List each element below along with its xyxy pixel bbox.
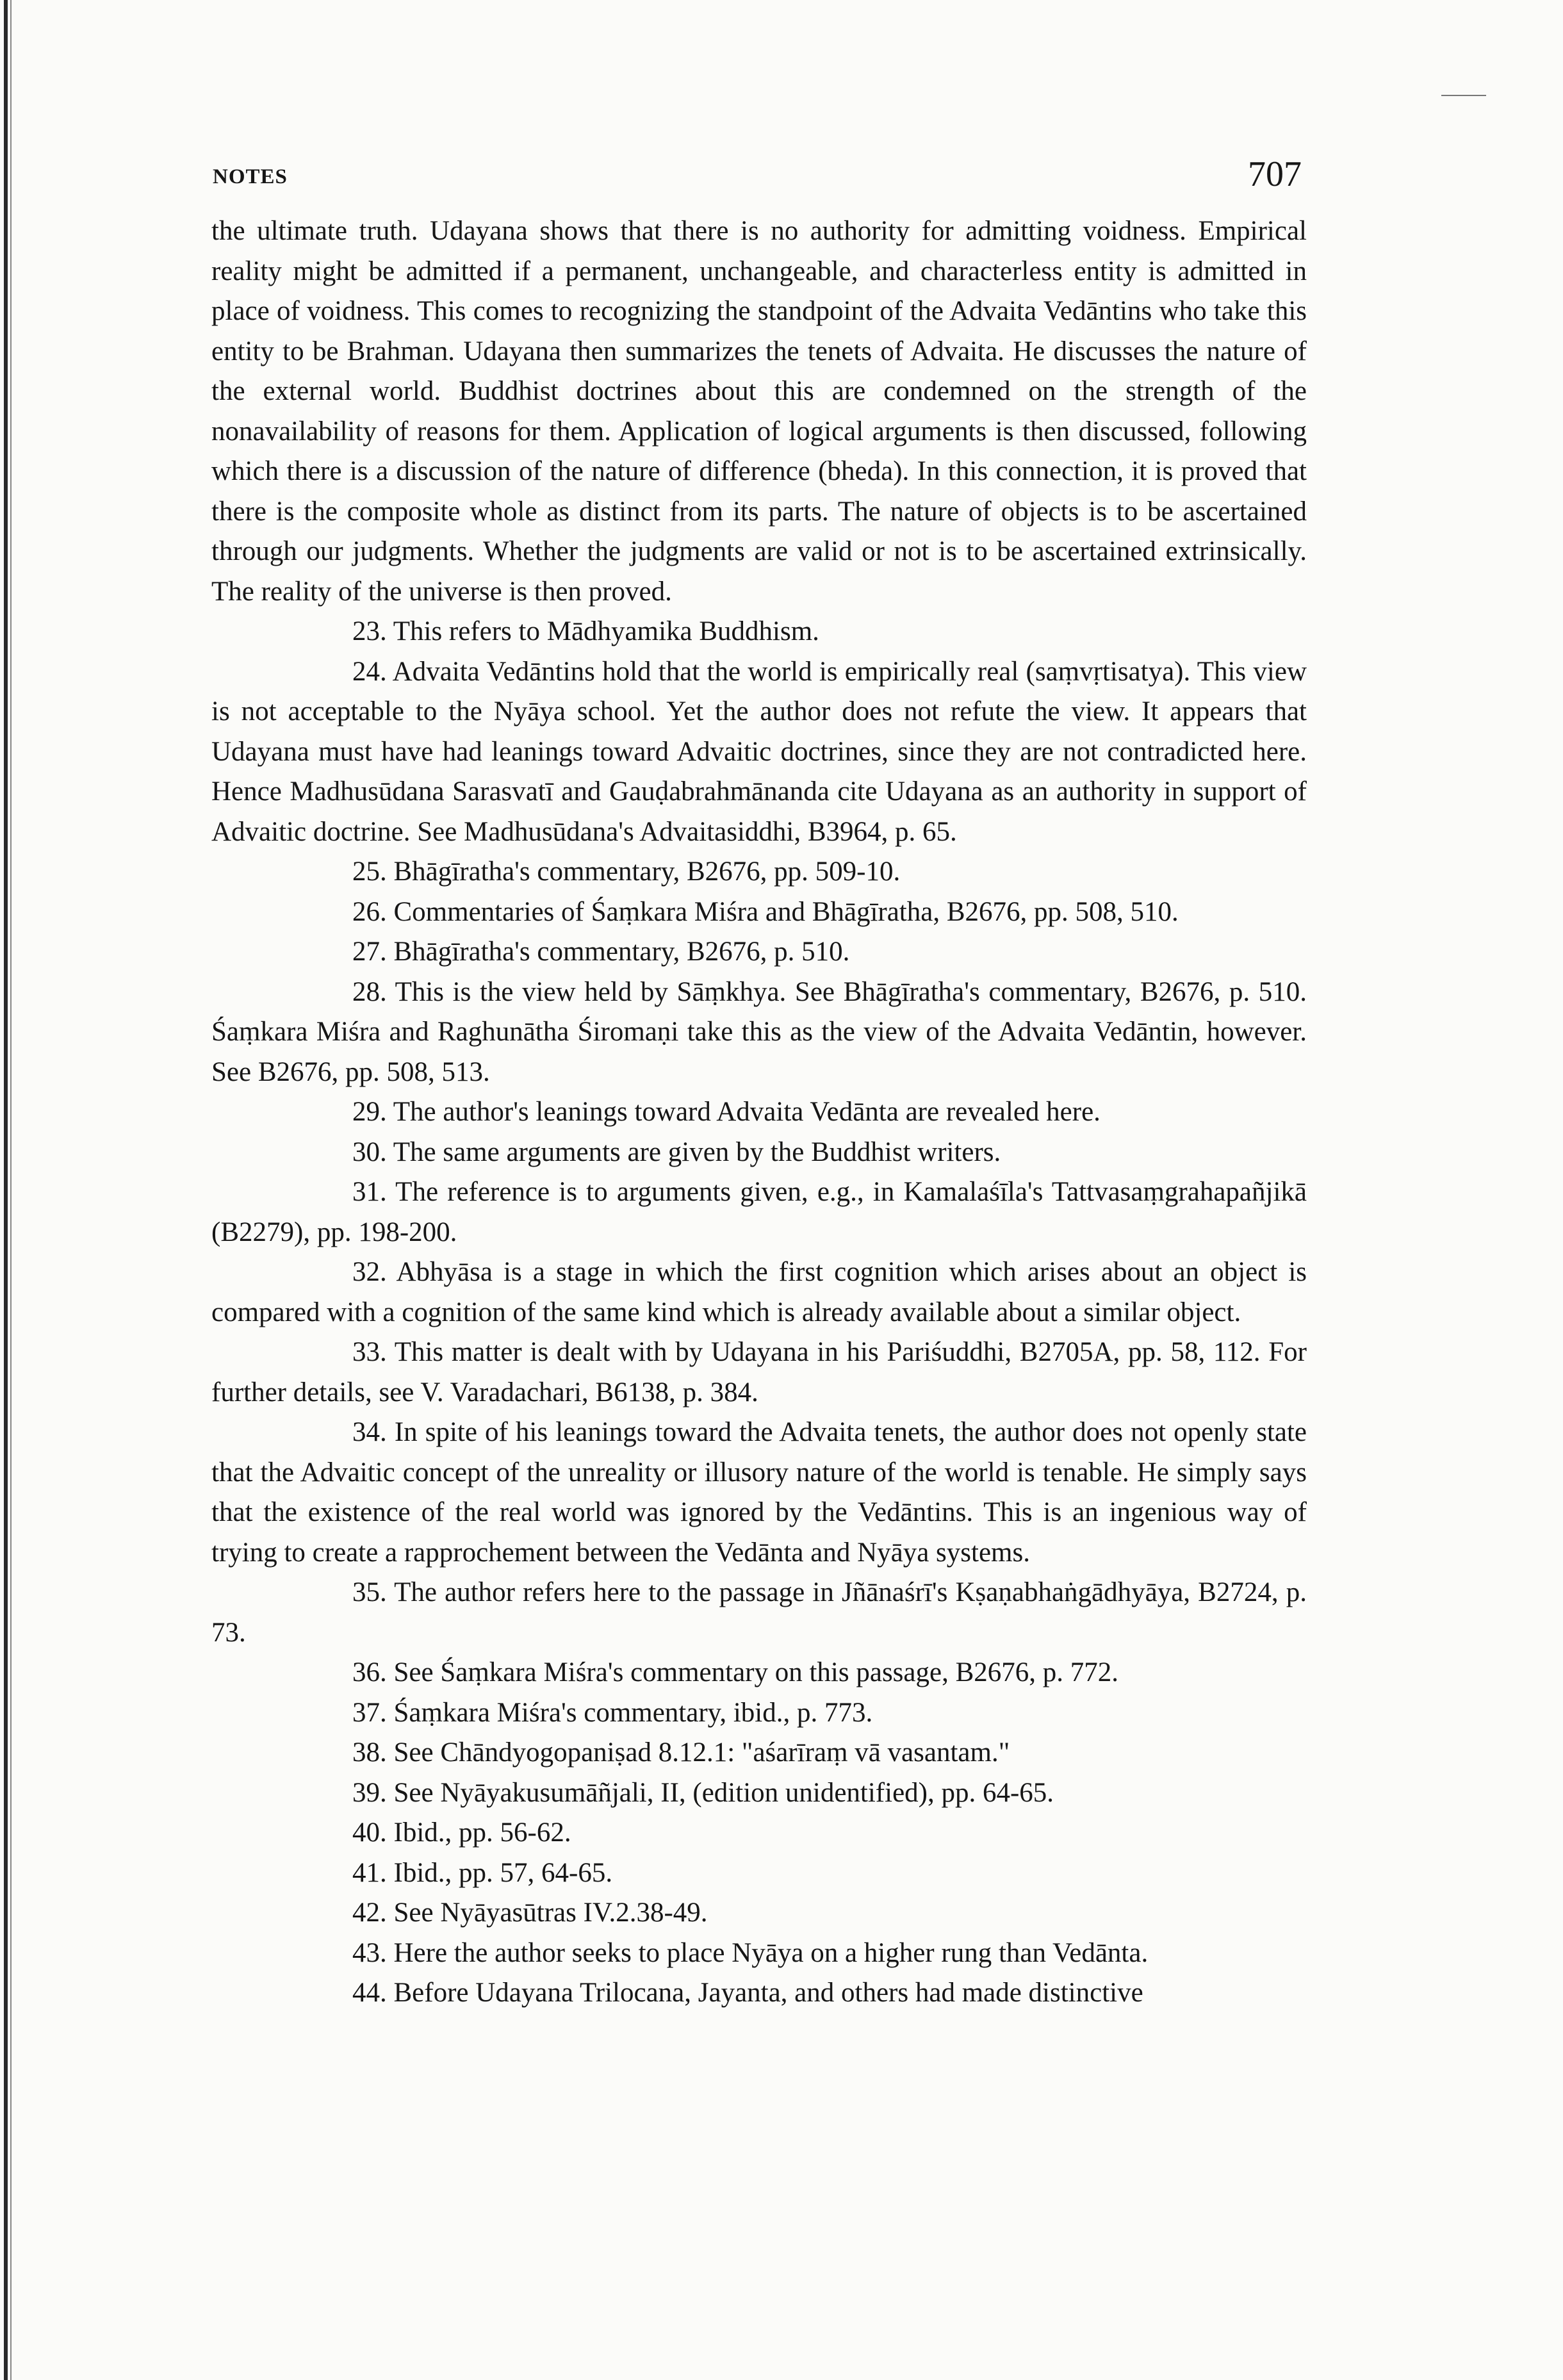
- note-42: [211, 1893, 1307, 1933]
- note-text: Ibid., pp. 57, 64-65.: [393, 1857, 613, 1888]
- note-text: The author's leanings toward Advaita Vedānta are revealed here.: [393, 1097, 1101, 1127]
- note-text: Bhāgīratha's commentary, B2676, pp. 509-10.: [393, 857, 901, 887]
- note-23: [211, 612, 1307, 652]
- note-29: [211, 1092, 1307, 1133]
- note-27: [211, 932, 1307, 973]
- note-text: Śaṃkara Miśra's commentary, ibid., p. 773.: [393, 1697, 873, 1728]
- note-number: 43.: [352, 1937, 387, 1968]
- note-number: 30.: [352, 1137, 387, 1167]
- note-text: See Śaṃkara Miśra's commentary on this passage, B2676, p. 772.: [393, 1657, 1119, 1687]
- note-text: Here the author seeks to place Nyāya on a higher rung than Vedānta.: [393, 1937, 1149, 1968]
- note-38: [211, 1733, 1307, 1773]
- note-31: [211, 1172, 1307, 1252]
- running-head: NOTES: [213, 165, 288, 188]
- note-text: The same arguments are given by the Buddhist writers.: [393, 1137, 1001, 1167]
- note-text: Ibid., pp. 56-62.: [393, 1818, 571, 1848]
- note-43: [211, 1933, 1307, 1974]
- note-text: See Nyāyakusumāñjali, II, (edition unidentified), pp. 64-65.: [393, 1777, 1054, 1808]
- scan-edge: [4, 0, 8, 2380]
- note-text: Abhyāsa is a stage in which the first cognition which arises about an object is compared with a cognition of the same kind which is already available about a similar object.: [211, 1257, 1307, 1327]
- page-number: 707: [1248, 154, 1302, 194]
- note-35: [211, 1573, 1307, 1653]
- note-25: [211, 852, 1307, 892]
- note-number: 40.: [352, 1818, 387, 1848]
- note-number: 35.: [352, 1577, 387, 1607]
- note-41: [211, 1853, 1307, 1894]
- note-number: 27.: [352, 937, 387, 967]
- note-37: [211, 1693, 1307, 1734]
- note-text: The reference is to arguments given, e.g., in Kamalaśīla's Tattvasaṃgrahapañjikā (B2279), pp. 198-200.: [211, 1177, 1307, 1247]
- intro-paragraph: the ultimate truth. Udayana shows that there is no authority for admitting voidness. Empirical reality might be admitted if a permanent, unchangeable, and characterless entity is admitted in place of voidness. This comes to recognizing the standpoint of the Advaita Vedāntins who take this entity to be Brahman. Udayana then summarizes the tenets of Advaita. He discusses the nature of the external world. Buddhist doctrines about this are condemned on the strength of the nonavailability of reasons for them. Application of logical arguments is then discussed, following which there is a discussion of the nature of difference (bheda). In this connection, it is proved that there is the composite whole as distinct from its parts. The nature of objects is to be ascertained through our judgments. Whether the judgments are valid or not is to be ascertained extrinsically. The reality of the universe is then proved.: [211, 216, 1307, 607]
- page: [211, 154, 1307, 2014]
- note-34: [211, 1413, 1307, 1573]
- note-36: [211, 1653, 1307, 1693]
- note-text: This is the view held by Sāṃkhya. See Bhāgīratha's commentary, B2676, p. 510. Śaṃkara Miśra and Raghunātha Śiromaṇi take this as the view of the Advaita Vedāntin, however. See B2676, pp. 508, 513.: [211, 976, 1307, 1087]
- note-33: [211, 1333, 1307, 1413]
- note-text: The author refers here to the passage in Jñānaśrī's Kṣaṇabhaṅgādhyāya, B2724, p. 73.: [211, 1577, 1307, 1648]
- note-32: [211, 1252, 1307, 1333]
- note-text: In spite of his leanings toward the Advaita tenets, the author does not openly state that the Advaitic concept of the unreality or illusory nature of the world is tenable. He simply says that the existence of the real world was ignored by the Vedāntins. This is an ingenious way of trying to create a rapprochement between the Vedānta and Nyāya systems.: [211, 1417, 1307, 1568]
- note-number: 33.: [352, 1337, 387, 1367]
- note-26: [211, 892, 1307, 933]
- note-number: 23.: [352, 616, 387, 646]
- note-number: 44.: [352, 1978, 387, 2008]
- note-number: 36.: [352, 1657, 387, 1687]
- note-number: 34.: [352, 1417, 387, 1447]
- corner-mark: [1441, 95, 1486, 96]
- note-text: See Chāndyogopaniṣad 8.12.1: "aśarīraṃ vā vasantam.": [393, 1737, 1010, 1768]
- note-number: 25.: [352, 857, 387, 887]
- notes-body: [211, 211, 1307, 2014]
- note-text: Commentaries of Śaṃkara Miśra and Bhāgīratha, B2676, pp. 508, 510.: [393, 896, 1179, 927]
- note-number: 29.: [352, 1097, 387, 1127]
- note-39: [211, 1773, 1307, 1814]
- note-number: 41.: [352, 1857, 387, 1888]
- note-text: See Nyāyasūtras IV.2.38-49.: [393, 1898, 708, 1928]
- note-number: 32.: [352, 1257, 387, 1287]
- note-44: [211, 1973, 1307, 2014]
- note-number: 31.: [352, 1177, 387, 1207]
- note-number: 39.: [352, 1777, 387, 1808]
- page-header: [211, 154, 1307, 211]
- note-text: Bhāgīratha's commentary, B2676, p. 510.: [393, 937, 850, 967]
- note-number: 26.: [352, 896, 387, 927]
- note-text: Before Udayana Trilocana, Jayanta, and others had made distinctive: [393, 1978, 1143, 2008]
- note-text: This matter is dealt with by Udayana in his Pariśuddhi, B2705A, pp. 58, 112. For further details, see V. Varadachari, B6138, p. 384.: [211, 1337, 1307, 1407]
- note-number: 38.: [352, 1737, 387, 1768]
- note-30: [211, 1133, 1307, 1173]
- note-28: [211, 973, 1307, 1093]
- scan-edge-shadow: [10, 0, 12, 2380]
- note-text: Advaita Vedāntins hold that the world is empirically real (saṃvṛtisatya). This view is not acceptable to the Nyāya school. Yet the author does not refute the view. It appears that Udayana must have had leanings toward Advaitic doctrines, since they are not contradicted here. Hence Madhusūdana Sarasvatī and Gauḍabrahmānanda cite Udayana as an authority in support of Advaitic doctrine. See Madhusūdana's Advaitasiddhi, B3964, p. 65.: [211, 656, 1307, 847]
- note-number: 28.: [352, 976, 387, 1007]
- note-text: This refers to Mādhyamika Buddhism.: [393, 616, 819, 646]
- note-40: [211, 1813, 1307, 1853]
- note-number: 24.: [352, 656, 387, 687]
- note-number: 37.: [352, 1697, 387, 1728]
- note-number: 42.: [352, 1898, 387, 1928]
- note-24: [211, 652, 1307, 853]
